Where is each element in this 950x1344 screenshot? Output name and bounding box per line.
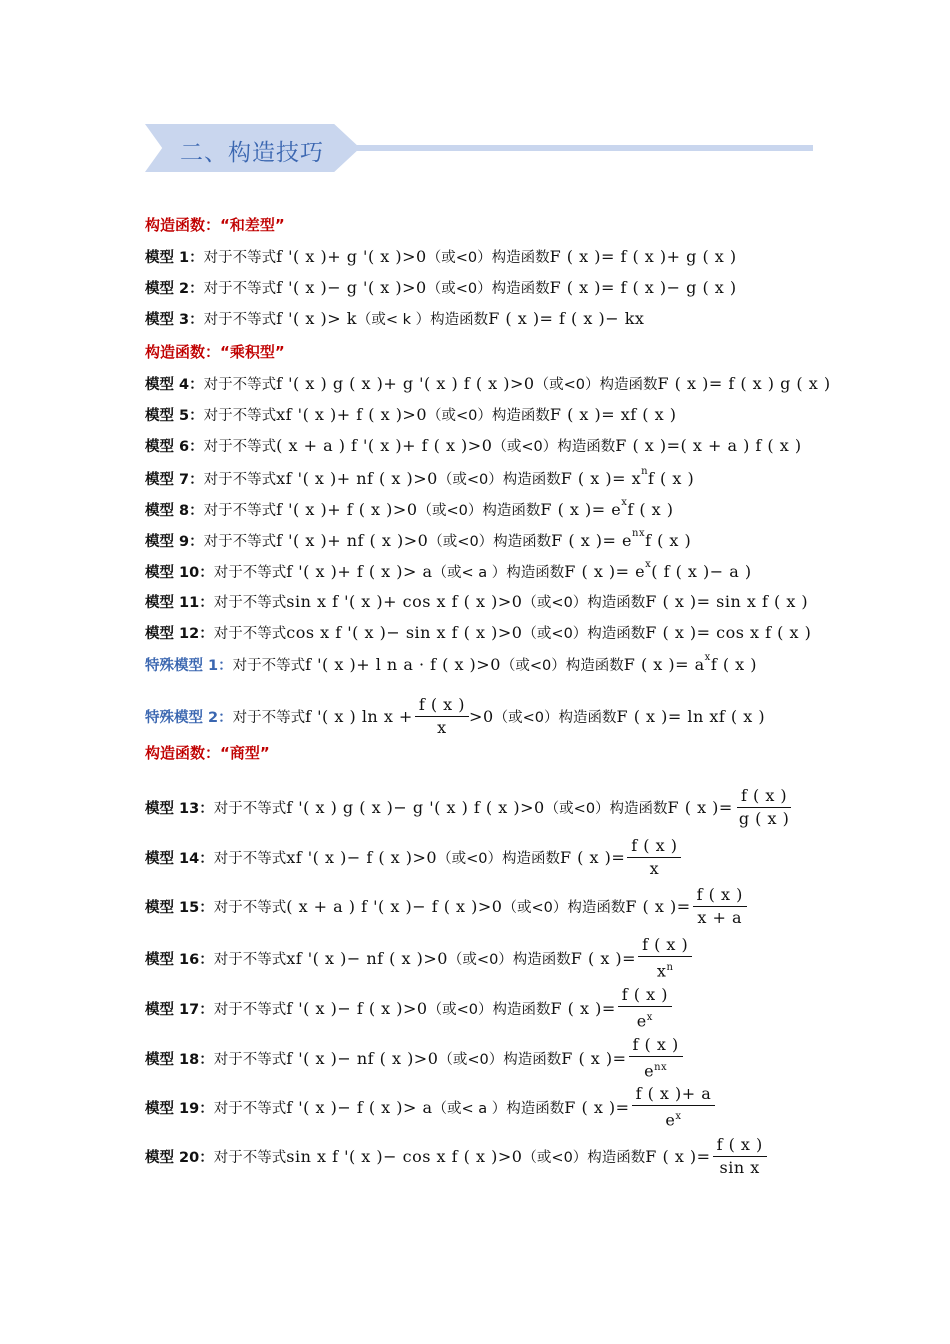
result-formula: F ( x )= — [645, 1147, 711, 1166]
model-label: 模型 14： — [145, 851, 214, 867]
result-superscript: x — [704, 652, 711, 663]
result-superscript: n — [641, 466, 649, 477]
condition-prefix: 对于不等式 — [213, 851, 287, 867]
construct-text: （或<0）构造函数 — [502, 900, 626, 916]
result-formula: F ( x )= a — [623, 655, 705, 674]
condition-prefix: 对于不等式 — [232, 658, 306, 674]
construct-text: （或<0）构造函数 — [447, 951, 571, 968]
condition-prefix: 对于不等式 — [203, 250, 277, 266]
fraction-numerator: f ( x ) — [713, 1135, 767, 1157]
model-row — [145, 404, 676, 425]
model-label: 模型 19： — [145, 1100, 214, 1117]
denominator-base: sin x — [719, 1158, 760, 1177]
condition-formula: cos x f '( x )− sin x f ( x )>0 — [286, 623, 523, 642]
fraction-denominator — [693, 907, 746, 928]
denominator-base: e — [636, 1011, 647, 1031]
result-formula: F ( x )= cos x f ( x ) — [645, 623, 812, 642]
model-row — [145, 373, 831, 394]
condition-formula: sin x f '( x )+ cos x f ( x )>0 — [286, 592, 523, 611]
condition-prefix: 对于不等式 — [213, 951, 287, 968]
condition-prefix: 对于不等式 — [213, 565, 287, 581]
condition-prefix: 对于不等式 — [203, 312, 277, 328]
fraction-denominator — [735, 808, 794, 829]
model-label: 模型 11： — [145, 595, 214, 611]
model-row — [145, 695, 765, 738]
model-label: 特殊模型 1： — [145, 658, 233, 674]
construct-text: （或<0）构造函数 — [492, 439, 616, 455]
construct-text: （或< k ）构造函数 — [356, 312, 489, 328]
denominator-superscript: x — [675, 1111, 682, 1122]
result-formula: F ( x )= — [667, 798, 733, 817]
model-label: 模型 2： — [145, 281, 204, 297]
model-label: 模型 12： — [145, 626, 214, 642]
result-formula-tail: f ( x ) — [627, 500, 674, 519]
fraction-numerator: f ( x ) — [629, 1035, 683, 1057]
model-row — [145, 468, 694, 489]
condition-formula: ( x + a ) f '( x )− f ( x )>0 — [286, 897, 503, 916]
construct-text: （或<0）构造函数 — [500, 658, 624, 674]
model-row — [145, 277, 737, 298]
result-fraction — [735, 786, 794, 829]
condition-formula: ( x + a ) f '( x )+ f ( x )>0 — [276, 436, 493, 455]
result-formula: F ( x )= x — [560, 469, 642, 488]
result-formula: F ( x )=( x + a ) f ( x ) — [615, 436, 802, 455]
denominator-base: e — [644, 1061, 655, 1081]
fraction-denominator — [653, 957, 677, 981]
construct-text: （或<0）构造函数 — [522, 1150, 646, 1166]
construct-text: （或<0）构造函数 — [493, 710, 617, 726]
model-row — [145, 561, 752, 582]
result-fraction — [627, 836, 681, 879]
fraction-numerator: f ( x ) — [693, 885, 747, 907]
condition-prefix: 对于不等式 — [232, 710, 306, 726]
condition-formula: f '( x )+ f ( x )> a — [286, 562, 433, 581]
denominator-base: x — [656, 961, 667, 981]
fraction-numerator: f ( x )+ a — [632, 1084, 716, 1106]
result-formula: F ( x )= — [564, 1097, 630, 1117]
fraction-numerator: f ( x ) — [638, 935, 692, 957]
construct-text: （或<0）构造函数 — [417, 503, 541, 519]
result-formula: F ( x )= ln xf ( x ) — [616, 707, 766, 726]
condition-prefix: 对于不等式 — [203, 472, 277, 488]
model-label: 模型 6： — [145, 439, 204, 455]
result-superscript: x — [645, 559, 652, 570]
condition-formula: f '( x )− f ( x )>0 — [286, 998, 428, 1018]
model-label: 模型 7： — [145, 472, 204, 488]
model-label: 模型 20： — [145, 1150, 214, 1166]
denominator-base: g ( x ) — [738, 809, 790, 828]
condition-prefix: 对于不等式 — [213, 1150, 287, 1166]
condition-prefix: 对于不等式 — [203, 281, 277, 297]
fraction-denominator — [716, 1157, 764, 1178]
result-formula-tail: f ( x ) — [648, 469, 695, 488]
construct-text: （或<0）构造函数 — [522, 626, 646, 642]
condition-formula: xf '( x )+ nf ( x )>0 — [276, 469, 438, 488]
condition-formula: f '( x )− g '( x )>0 — [276, 278, 427, 297]
condition-formula: f '( x )− f ( x )> a — [286, 1097, 433, 1117]
fraction-denominator: x — [437, 718, 447, 737]
fraction-numerator: f ( x ) — [415, 695, 469, 717]
construct-text: （或<0）构造函数 — [544, 801, 668, 817]
construct-text: （或<0）构造函数 — [427, 1001, 551, 1018]
model-label: 模型 1： — [145, 250, 204, 266]
denominator-base: x + a — [697, 908, 743, 927]
condition-formula-tail: >0 — [469, 707, 494, 726]
result-formula: F ( x )= e — [540, 500, 622, 519]
condition-formula: f '( x )+ nf ( x )>0 — [276, 531, 429, 550]
model-row — [145, 246, 737, 267]
fraction-denominator — [661, 1106, 685, 1130]
model-label: 模型 13： — [145, 801, 214, 817]
result-formula: F ( x )= e — [551, 531, 632, 550]
model-row — [145, 885, 747, 928]
model-row — [145, 435, 802, 456]
condition-formula: f '( x )> k — [276, 309, 357, 328]
fraction-numerator: f ( x ) — [618, 985, 672, 1007]
result-formula: F ( x )= — [561, 1048, 627, 1068]
condition-formula: sin x f '( x )− cos x f ( x )>0 — [286, 1147, 523, 1166]
condition-prefix: 对于不等式 — [203, 408, 277, 424]
model-row — [145, 591, 808, 612]
result-formula: F ( x )= — [570, 948, 637, 968]
condition-prefix: 对于不等式 — [213, 595, 287, 611]
condition-formula: f '( x ) ln x + — [305, 707, 413, 726]
construct-text: （或<0）构造函数 — [437, 472, 561, 488]
result-formula: F ( x )= f ( x )+ g ( x ) — [549, 247, 737, 266]
model-label: 模型 16： — [145, 951, 214, 968]
result-fraction — [632, 1084, 716, 1130]
model-label: 模型 18： — [145, 1051, 214, 1068]
result-formula: F ( x )= sin x f ( x ) — [645, 592, 809, 611]
model-row — [145, 836, 681, 879]
result-fraction — [638, 935, 692, 981]
condition-prefix: 对于不等式 — [213, 626, 287, 642]
model-label: 模型 5： — [145, 408, 204, 424]
condition-prefix: 对于不等式 — [203, 534, 277, 550]
construct-text: （或< a ）构造函数 — [432, 1100, 565, 1117]
result-fraction — [713, 1135, 767, 1178]
model-row — [145, 935, 692, 981]
result-formula: F ( x )= f ( x )− g ( x ) — [549, 278, 737, 297]
group-heading-quotient: 构造函数：“商型” — [145, 744, 270, 762]
result-formula: F ( x )= f ( x )− kx — [488, 309, 645, 328]
model-label: 模型 4： — [145, 377, 204, 393]
model-label: 模型 3： — [145, 312, 204, 328]
result-fraction — [693, 885, 747, 928]
condition-formula: xf '( x )− nf ( x )>0 — [286, 948, 448, 968]
result-formula: F ( x )= f ( x ) g ( x ) — [657, 374, 831, 393]
construct-text: （或<0）构造函数 — [437, 851, 560, 867]
fraction-denominator — [633, 1007, 657, 1031]
model-label: 模型 8： — [145, 503, 204, 519]
model-row — [145, 786, 793, 829]
model-label: 特殊模型 2： — [145, 710, 233, 726]
result-formula: F ( x )= xf ( x ) — [549, 405, 677, 424]
condition-prefix: 对于不等式 — [213, 801, 287, 817]
result-formula: F ( x )= — [550, 998, 616, 1018]
condition-formula: f '( x ) g ( x )+ g '( x ) f ( x )>0 — [276, 374, 535, 393]
model-row — [145, 1135, 767, 1178]
construct-text: （或<0）构造函数 — [522, 595, 646, 611]
condition-prefix: 对于不等式 — [213, 1001, 287, 1018]
section-banner — [145, 124, 815, 172]
model-row — [145, 499, 674, 520]
condition-formula: f '( x ) g ( x )− g '( x ) f ( x )>0 — [286, 798, 545, 817]
condition-formula: f '( x )+ l n a · f ( x )>0 — [305, 655, 501, 674]
result-formula: F ( x )= e — [564, 562, 646, 581]
result-formula-tail: f ( x ) — [710, 655, 757, 674]
denominator-base: e — [665, 1110, 676, 1130]
denominator-superscript: nx — [654, 1062, 668, 1073]
model-label: 模型 15： — [145, 900, 214, 916]
construct-text: （或<0）构造函数 — [428, 534, 552, 550]
model-row — [145, 1035, 683, 1081]
section-title: 二、构造技巧 — [180, 140, 324, 166]
fraction-numerator: f ( x ) — [627, 836, 681, 858]
model-row — [145, 530, 691, 551]
model-row — [145, 654, 757, 675]
condition-formula: f '( x )− nf ( x )>0 — [286, 1048, 439, 1068]
model-row — [145, 308, 644, 329]
construct-text: （或<0）构造函数 — [426, 281, 550, 297]
construct-text: （或<0）构造函数 — [534, 377, 658, 393]
condition-formula: f '( x )+ g '( x )>0 — [276, 247, 427, 266]
construct-text: （或<0）构造函数 — [426, 250, 550, 266]
result-formula: F ( x )= — [559, 848, 626, 867]
result-superscript: nx — [632, 528, 646, 539]
model-row — [145, 1084, 715, 1130]
condition-formula: xf '( x )+ f ( x )>0 — [276, 405, 428, 424]
condition-prefix: 对于不等式 — [213, 1100, 287, 1117]
denominator-superscript: n — [666, 962, 674, 973]
result-formula-tail: ( f ( x )− a ) — [651, 562, 752, 581]
fraction-numerator: f ( x ) — [737, 786, 791, 808]
result-formula: F ( x )= — [625, 897, 691, 916]
denominator-superscript: x — [646, 1012, 653, 1023]
model-row — [145, 985, 672, 1031]
model-label: 模型 9： — [145, 534, 204, 550]
fraction-denominator — [646, 858, 664, 879]
denominator-base: x — [649, 859, 660, 878]
condition-formula: f '( x )+ f ( x )>0 — [276, 500, 418, 519]
fraction-denominator — [640, 1057, 671, 1081]
model-label: 模型 10： — [145, 565, 214, 581]
condition-prefix: 对于不等式 — [203, 439, 277, 455]
condition-prefix: 对于不等式 — [203, 503, 277, 519]
result-formula-tail: f ( x ) — [645, 531, 692, 550]
model-label: 模型 17： — [145, 1001, 214, 1018]
condition-prefix: 对于不等式 — [203, 377, 277, 393]
construct-text: （或<0）构造函数 — [438, 1051, 562, 1068]
group-heading-sum: 构造函数：“和差型” — [145, 216, 285, 234]
construct-text: （或< a ）构造函数 — [432, 565, 565, 581]
condition-formula: xf '( x )− f ( x )>0 — [286, 848, 438, 867]
result-fraction — [618, 985, 672, 1031]
condition-prefix: 对于不等式 — [213, 900, 287, 916]
model-row — [145, 622, 811, 643]
condition-fraction — [415, 695, 469, 738]
result-fraction — [629, 1035, 683, 1081]
condition-prefix: 对于不等式 — [213, 1051, 287, 1068]
result-superscript: x — [621, 497, 628, 508]
construct-text: （或<0）构造函数 — [427, 408, 550, 424]
group-heading-product: 构造函数：“乘积型” — [145, 343, 285, 361]
banner-rule — [345, 145, 813, 151]
